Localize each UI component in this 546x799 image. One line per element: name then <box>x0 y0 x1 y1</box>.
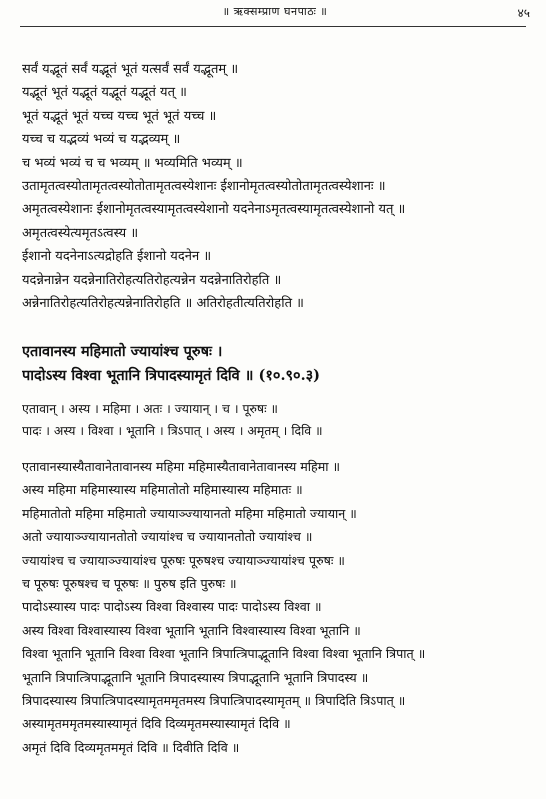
text-line: अन्नेनातिरोहत्यतिरोहत्यन्नेनातिरोहति ॥ अतिरोहतीत्यतिरोहति ॥ <box>22 295 304 311</box>
running-head <box>20 4 530 24</box>
text-line: भूतं यद्भूतं भूतं यच्च यच्च भूतं भूतं यच्च ॥ <box>22 108 217 124</box>
pada-line: एतावान् । अस्य । महिमा । अतः । ज्यायान् । च । पूरुषः ॥ <box>22 401 278 416</box>
text-line: अतो ज्यायाञ्ज्यायानतोतो ज्यायांश्च च ज्यायानतोतो ज्यायांश्च ॥ <box>22 529 313 545</box>
text-line: त्रिपादस्यास्य त्रिपात्त्रिपादस्यामृतममृतमस्य त्रिपात्त्रिपादस्यामृतम् ॥ त्रिपादिति त्रिऽपात् ॥ <box>22 692 406 708</box>
text-line: भूतानि त्रिपात्त्रिपाद्भूतानि भूतानि त्रिपादस्यास्य त्रिपाद्भूतानि भूतानि त्रिपादस्य ॥ <box>22 669 369 685</box>
text-line: महिमातोतो महिमा महिमातो ज्यायाञ्ज्यायानतो महिमा महिमातो ज्यायान् ॥ <box>22 505 357 521</box>
text-line: एतावानस्यास्यैतावानेतावानस्य महिमा महिमास्यैतावानेतावानस्य महिमा ॥ <box>22 459 341 474</box>
text-line: यदन्नेनान्नेन यदन्नेनातिरोहत्यतिरोहत्यन्नेन यदन्नेनातिरोहति ॥ <box>22 272 282 288</box>
ghana-block-2 <box>22 455 527 759</box>
text-line: विश्वा भूतानि भूतानि विश्वा विश्वा भूतानि त्रिपात्त्रिपाद्भूतानि विश्वा विश्वा भूतानि त्रिपात् ॥ <box>22 646 426 662</box>
text-line: अमृतत्वस्येशानः ईशानोमृतत्वस्यामृतत्वस्येशानो यदनेनाऽमृतत्वस्यामृतत्वस्येशानो यत् ॥ <box>22 202 406 218</box>
pada-block <box>22 398 527 442</box>
text-line: च पूरुषः पूरुषश्च च पूरुषः ॥ पुरुष इति पुरुषः ॥ <box>22 575 237 591</box>
text-line: अस्य महिमा महिमास्यास्य महिमातोतो महिमास्यास्य महिमातः ॥ <box>22 482 303 498</box>
text-line: ईशानो यदनेनाऽत्यद्रोहति ईशानो यदनेन ॥ <box>22 249 212 265</box>
text-line: सर्वं यद्भूतं सर्वं यद्भूतं भूतं यत्सर्वं सर्वं यद्भूतम् ॥ <box>22 62 239 77</box>
text-line: अमृतत्वस्येत्यमृतऽत्वस्य ॥ <box>22 225 139 241</box>
pada-line: पादः । अस्य । विश्वा । भूतानि । त्रिऽपात् । अस्य । अमृतम् । दिवि ॥ <box>22 423 323 438</box>
text-line: यद्भूतं भूतं यद्भूतं यद्भूतं यद्भूतं यत् ॥ <box>22 85 187 101</box>
text-line: अस्य विश्वा विश्वास्यास्य विश्वा भूतानि भूतानि विश्वास्यास्य विश्वा भूतानि ॥ <box>22 622 361 638</box>
text-line: उतामृतत्वस्योतामृतत्वस्योतोतामृतत्वस्येशानः ईशानोमृतत्वस्योतोतामृतत्वस्येशानः ॥ <box>22 178 386 194</box>
text-line: पादोऽस्यास्य पादः पादोऽस्य विश्वा विश्वास्य पादः पादोऽस्य विश्वा ॥ <box>22 599 322 615</box>
mantra-verse <box>22 340 527 388</box>
text-line: ज्यायांश्च च ज्यायाञ्ज्यायांश्च पूरुषः पूरुषश्च ज्यायाञ्ज्यायांश्च पूरुषः ॥ <box>22 552 345 568</box>
mantra-line: एतावानस्य महिमातो ज्यायांश्च पूरुषः । <box>22 343 223 360</box>
text-line: च भव्यं भव्यं च च भव्यम् ॥ भव्यमिति भव्यम् ॥ <box>22 155 243 171</box>
text-line: यच्च च यद्भव्यं भव्यं च यद्भव्यम् ॥ <box>22 132 181 148</box>
text-line: अमृतं दिवि दिव्यमृतममृतं दिवि ॥ दिवीति दिवि ॥ <box>22 739 240 755</box>
ghana-block-1 <box>22 58 527 315</box>
mantra-line: पादोऽस्य विश्वा भूतानि त्रिपादस्यामृतं दिवि ॥ (१०.९०.३) <box>22 367 321 384</box>
header-rule <box>20 26 526 27</box>
text-line: अस्यामृतममृतमस्यास्यामृतं दिवि दिव्यमृतमस्यास्यामृतं दिवि ॥ <box>22 716 291 732</box>
page-number: ४५ <box>517 6 530 20</box>
running-title: ॥ ऋक्सम्प्राण घनपाठः ॥ <box>222 5 328 18</box>
